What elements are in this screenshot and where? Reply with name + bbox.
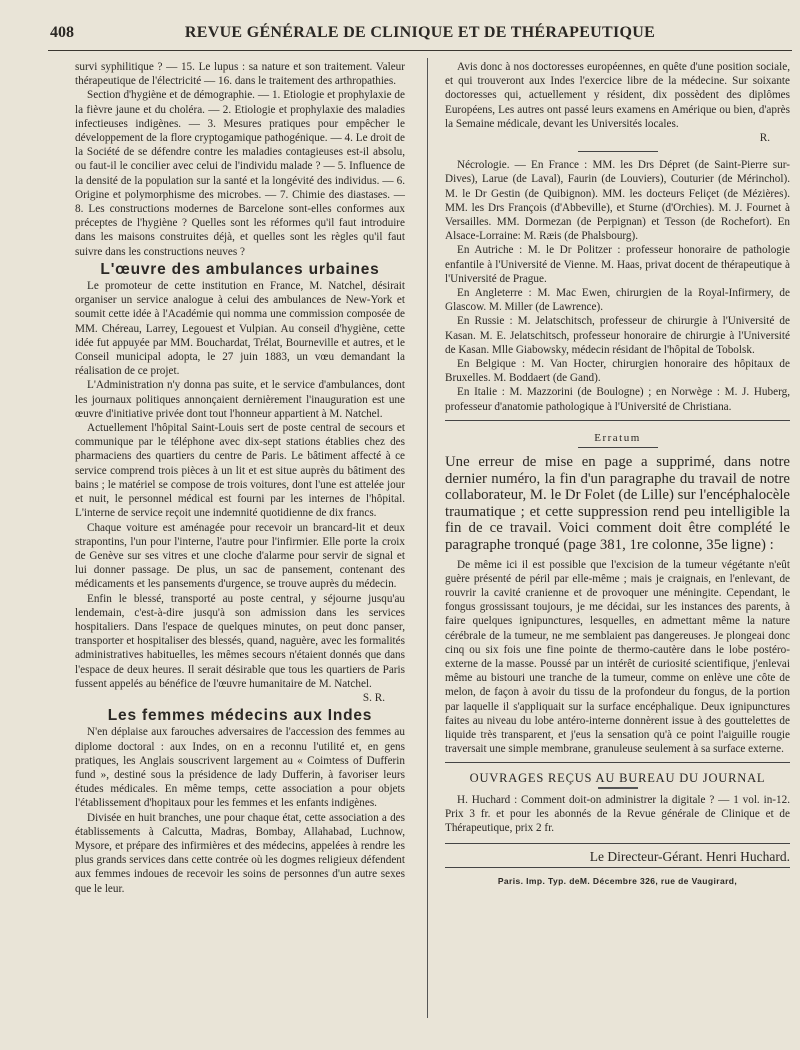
divider [445,867,790,868]
divider [445,843,790,844]
necrologie-paragraph: Nécrologie. — En France : MM. les Drs Dépret (de Saint-Pierre sur-Dives), Larue (de Laval), Faurin (de Louviers), Couturier (de Mérinchol). M. le Dr Gestin (de Quibignon). MM. les docteurs Feliçet (de Mézières). MM. les Drs François (d'Abbeville), et Sturne (d'Orchies). M. J. Fournet à Versailles. MM. Dormezan (de Perpignan) et Tesson (de Rochefort). En Alsace-Lorraine: M. Ræis (de Phalsbourg). [445,159,790,243]
section-heading-femmes-medecins: Les femmes médecins aux Indes [107,707,373,725]
paragraph: Section d'hygiène et de démographie. — 1. Etiologie et prophylaxie de la fièvre jaune et du choléra. — 2. Etiologie et prophylaxie des maladies infectieuses indigènes. — 3. Mesures pratiques pour empêcher le développement de la flore cryptogamique pathogénique. — 4. Le droit de la Société de se défendre contre les maladies contagieuses est-il absolu, ou faut-il le concilier avec celui de l'individu malade ? — 5. Influence de la densité de la population sur la santé et la longévité des individus. — 6. Origine et polymorphisme des microbes. — 7. Chimie des diastases. — 8. Les constructions modernes de Barcelone sont-elles conformes aux préceptes de l'hygiène ? Quelles sont les réformes qu'il faut introduire dans les maisons construites déjà, et quelles sont les règles qu'il faut suivre dans les constructions neuves ? [75,89,405,258]
printer-imprint: Paris. Imp. Typ. deM. Décembre 326, rue de Vaugirard, [497,875,738,886]
erratum-notice: Une erreur de mise en page a supprimé, dans notre dernier numéro, la fin d'un paragraphe du travail de notre collaborateur, M. le Dr Folet (de Lille) sur l'encéphalocèle traumatique ; et cette suppression rend peu intelligible la fin de ce travail. Voici comment doit être complété le paragraphe tronqué (page 381, 1re colonne, 35e ligne) : [445,454,790,554]
paragraph: En Italie : M. Mazzorini (de Boulogne) ; en Norwège : M. J. Huberg, professeur d'anatomie pathologique à l'Université de Christiana. [445,386,790,413]
paragraph: Actuellement l'hôpital Saint-Louis sert de poste central de secours et communique par le téléphone avec dix-sept stations établies chez des pharmaciens des quartiers du centre de Paris. Le bâtiment affecté à ce service comprend trois pièces à un lit et est situe auprès du bâtiment des bains ; le matériel se compose de trois voitures, dont l'une est attelée jour et nuit, le personnel médical est fourni par les internes de l'hôpital. L'interne de service reçoit une indemnité quotidienne de dix francs. [75,422,405,520]
erratum-text: De même ici il est possible que l'excision de la tumeur végétante n'eût guère présenté de péril par elle-même ; mais je craignais, en l'enlevant, de rouvrir la cavité cranienne et de provoquer une méningite. Cependant, le fongus grossissant toujours, je me décidai, sur les instances des parents, à faire quelques ignipunctures, lesquelles, en admettant même la nature cérébrale de la tumeur, ne me semblaient pas dangereuses. Je plongeai donc cinq ou six fois une fine pointe de thermo-cautère dans le lobe postéro-externe de la masse. Poussé par un intérêt de curiosité scientifique, j'enlevai même au bistouri une tranche de la tumeur, comme on enlève une côte de melon, de façon à avoir du tissu de la profondeur du fongus, de la portion par laquelle il s'appliquait sur la surface encéphalique. Deux ignipunctures faites au niveau du lobe antéro-interne donnèrent issue à des gouttelettes de liquide très transparent, et j'eus la sensation qu'à ce point l'aiguille rougie traversait une simple membrane, granuleuse seulement à sa surface externe. [445,558,790,756]
ornament-rule [598,787,638,789]
left-column [75,60,405,896]
right-column [445,60,790,888]
page-header [50,24,790,46]
paragraph: Enfin le blessé, transporté au poste central, y séjourne jusqu'au lendemain, c'est-à-dire jusqu'à son admission dans les services hospitaliers. Dans l'espace de quelques minutes, on peut donc panser, transporter et hospitaliser des blessés, quand, naguère, avec les formalités administratives habituelles, les mêmes secours n'étaient donnés que dans l'espace de deux heures. Il serait désirable que tous les quartiers de Paris fussent appelés au bénéfice de l'œuvre humanitaire de M. Natchel. [75,592,405,690]
paragraph: En Autriche : M. le Dr Politzer : professeur honoraire de pathologie enfantile à l'Université de Vienne. M. Haas, privat docent de thérapeutique à l'Université de Prague. [445,244,790,285]
divider [578,447,658,448]
paragraph: N'en déplaise aux farouches adversaires de l'accession des femmes au diplome doctoral : aux Indes, on en a reconnu l'utilité et, en gens pratiques, les Anglais souscrivent largement au « Coimtess of Dufferin fund », destiné sous la présidence de lady Dufferin, à favoriser leurs études médicales. En même temps, cette association a pour objets l'établissement d'hopitaux pour les femmes et les enfants indigènes. [75,726,405,810]
paragraph: Le promoteur de cette institution en France, M. Natchel, désirait organiser un service analogue à celui des ambulances de New-York et soumit cette idée à l'Académie qui nomma une commission composée de MM. Chéreau, Larrey, Legouest et Vulpian. Au conseil d'hygiène, cette idée fut appuyée par MM. Bouchardat, Trélat, Bourneville et autres, et le Conseil municipal adopta, le 27 juin 1883, un vœu demandant la réalisation de ce projet. [75,280,405,378]
section-heading-ambulances: L'œuvre des ambulances urbaines [100,260,380,278]
paragraph: En Angleterre : M. Mac Ewen, chirurgien de la Royal-Infirmery, de Glascow. M. Miller (de Lawrence). [445,287,790,314]
article-signature: S. R. [362,691,385,704]
article-signature: R. [759,132,770,145]
paragraph: Avis donc à nos doctoresses européennes, en quête d'une position sociale, et qui trouveront aux Indes l'exercice libre de la médecine. Sur soixante doctoresses qui, actuellement y résident, dix possèdent des diplômes Européens, Les autres ont passé leurs examens en Amérique ou bien, d'après la Semaine médicale, devant les Universités locales. [445,61,790,130]
divider [578,151,658,152]
column-divider [427,58,428,1018]
divider [445,420,790,421]
erratum-heading: Erratum [594,431,641,444]
ouvrages-text: H. Huchard : Comment doit-on administrer la digitale ? — 1 vol. in-12. Prix 3 fr. et pour les abonnés de la Revue générale de Clinique et de Thérapeutique, prix 2 fr. [445,793,790,835]
header-rule [48,50,792,51]
director-signature: Le Directeur-Gérant. Henri Huchard. [589,849,790,865]
paragraph: En Belgique : M. Van Hocter, chirurgien honoraire des hôpitaux de Bruxelles. M. Boddaert (de Gand). [445,358,790,385]
paragraph: Chaque voiture est aménagée pour recevoir un brancard-lit et deux strapontins, l'un pour l'interne, l'autre pour l'infirmier. Elle porte la croix de Genève sur ses vitres et une cloche d'alarme pour servir de signal et lui donner passage. De plus, un sac de pansement, contenant des médicaments et les pansements d'urgence, se trouve auprès du médecin. [75,521,405,591]
divider [445,762,790,763]
paragraph: L'Administration n'y donna pas suite, et le service d'ambulances, dont les journaux politiques annonçaient dernièrement l'inauguration est une œuvre d'initiative privée dont tout l'honneur appartient à M. Natchel. [75,379,405,420]
page-number: 408 [50,24,74,41]
paragraph: Divisée en huit branches, une pour chaque état, cette association a des établissements à Calcutta, Madras, Bombay, Allahabad, Luchnow, Mysore, et prépare des infirmières et des médecins, appelées à rendre les plus grands services dans cette contrée où les dogmes religieux défendent aux femmes indoues de recevoir les soins de personnes d'un autre sexes que le leur. [75,811,405,895]
ouvrages-heading: OUVRAGES REÇUS AU BUREAU DU JOURNAL [469,771,766,786]
paragraph: En Russie : M. Jelatschitsch, professeur de chirurgie à l'Université de Kasan. M. E. Jelatschitsch, professeur honoraire de chirurgie à l'Université de Kasan. Mlle Giabowsky, médecin résidant de l'hôpital de Tobolsk. [445,315,790,356]
journal-title: REVUE GÉNÉRALE DE CLINIQUE ET DE THÉRAPEUTIQUE [184,24,656,41]
paragraph: survi syphilitique ? — 15. Le lupus : sa nature et son traitement. Valeur thérapeutique de l'électricité — 16. dans le traitement des arthropathies. [75,61,405,88]
